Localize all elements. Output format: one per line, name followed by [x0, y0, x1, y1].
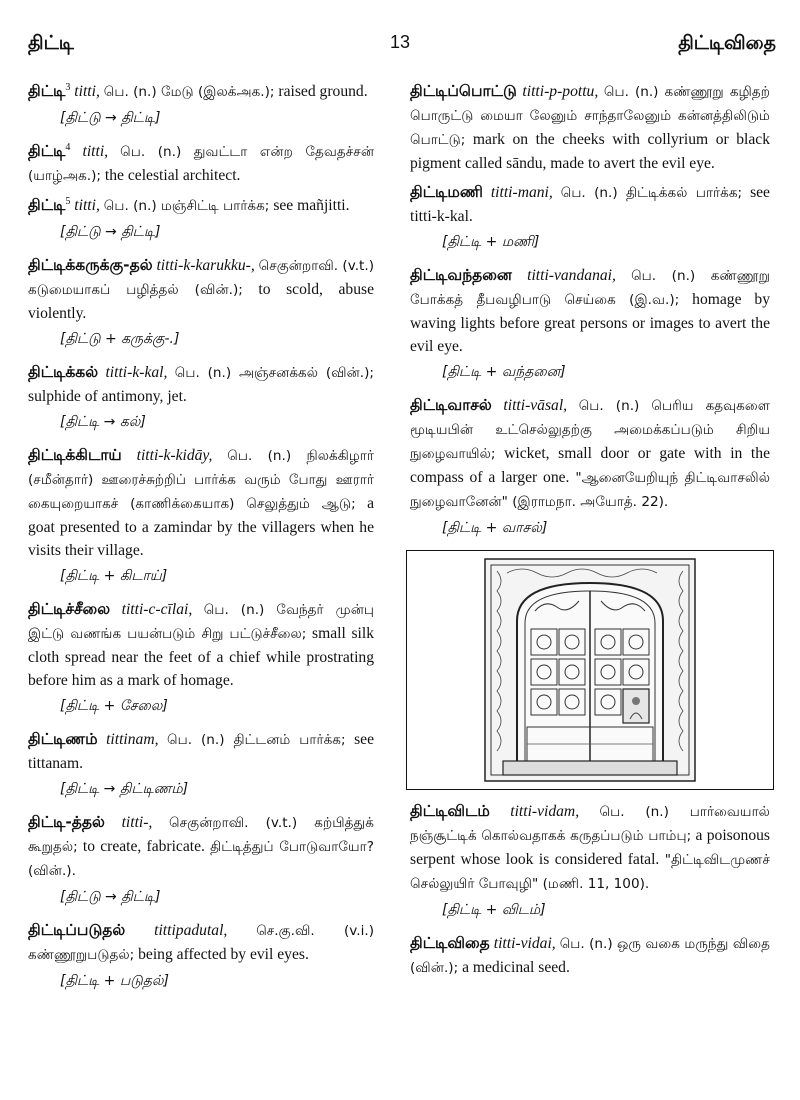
english-definition: small silk cloth spread near the feet of a chief while prostrating before him as a mark of homage.	[28, 625, 374, 689]
tamil-gloss: பெ. (n.) துவட்டா என்ற தேவதச்சன் (யாழ்அக.);	[28, 144, 374, 184]
transliteration: tittinam,	[106, 731, 159, 748]
citation: திட்டித்துப் போடுவாயோ? (வின்.).	[28, 839, 374, 879]
english-definition: sulphide of antimony, jet.	[28, 388, 187, 405]
headword: திட்டிணம்	[28, 730, 98, 748]
tamil-gloss: செகுன்றாவி. (v.t.) கடுமையாகப் பழித்தல் (வின்.);	[28, 258, 374, 298]
gate-drawing	[407, 551, 772, 788]
transliteration: titti-mani,	[490, 184, 553, 201]
tamil-gloss: பெ. (n.) மேடு (இலக்அக.);	[103, 84, 275, 100]
dictionary-entry	[28, 140, 374, 188]
etymology: [திட்டி + கிடாய்]	[60, 568, 168, 584]
english-definition: mark on the cheeks with collyrium or black pigment called sāndu, made to avert the evil eye.	[410, 131, 770, 172]
tamil-gloss: செகுன்றாவி. (v.t.) கற்பித்துக் கூறுதல்;	[28, 815, 374, 855]
citation: "ஆனையேறியுந் திட்டிவாசலில் நுழைவானேன்" (இராமநா. அயோத். 22).	[410, 470, 770, 510]
dictionary-entry	[410, 80, 770, 175]
tamil-gloss: பெ. (n.) கண்ணூறு கழிதற் பொருட்டு மையா லேனும் சாந்தாலேனும் கன்னத்திலிடும் பொட்டு;	[410, 84, 770, 148]
dictionary-entry	[28, 444, 374, 562]
homonym-number: 4	[65, 141, 71, 153]
etymology: [திட்டி + வாசல்]	[442, 520, 548, 536]
transliteration: titti-c-cīlai,	[121, 601, 193, 618]
citation: "திட்டிவிடமுணச் செல்லுயிர் போவுழி" (மணி. 11, 100).	[410, 852, 770, 892]
page-number: 13	[389, 32, 411, 52]
transliteration: titti,	[74, 197, 100, 214]
etymology: [திட்டி + படுதல்]	[60, 973, 169, 989]
etymology: [திட்டு + கருக்கு-.]	[60, 331, 180, 347]
headword: திட்டிமணி	[410, 183, 483, 201]
dictionary-entry	[28, 254, 374, 325]
headword: திட்டிவிடம்	[410, 802, 490, 820]
headword: திட்டிக்கருக்கு-தல்	[28, 256, 153, 274]
transliteration: tittipadutal,	[154, 922, 228, 939]
english-definition: raised ground.	[278, 83, 368, 100]
tamil-gloss: பெ. (n.) அஞ்சனக்கல் (வின்.);	[174, 365, 374, 381]
dictionary-entry	[28, 598, 374, 692]
transliteration: titti-vāsal,	[503, 397, 568, 414]
etymology: [திட்டி + வந்தனை]	[442, 364, 566, 380]
dictionary-entry	[410, 264, 770, 358]
headword: திட்டிவந்தனை	[410, 266, 512, 284]
english-definition: a medicinal seed.	[462, 959, 570, 976]
english-definition: a goat presented to a zamindar by the villagers when he visits their village.	[28, 495, 374, 559]
etymology: [திட்டு → திட்டி]	[60, 889, 161, 905]
transliteration: titti-k-karukku-,	[156, 257, 255, 274]
dictionary-entry	[410, 181, 770, 228]
tamil-gloss: செ.கு.வி. (v.i.) கண்ணூறுபடுதல்;	[28, 923, 375, 963]
etymology: [திட்டி + சேலை]	[60, 698, 168, 714]
transliteration: titti-,	[121, 814, 153, 831]
transliteration: titti,	[82, 143, 109, 160]
tamil-gloss: பெ. (n.) பெரிய கதவுகளை மூடியபின் உட்செல்லுதற்கு அமைக்கப்படும் சிறிய நுழைவாயில்;	[410, 398, 770, 462]
tamil-gloss: பெ. (n.) கண்ணூறு போக்கத் தீபவழிபாடு செய்கை (இ.வ.);	[410, 268, 770, 308]
tamil-gloss: பெ. (n.) திட்டிக்கல் பார்க்க;	[560, 185, 743, 201]
headword: திட்டிச்சீலை	[28, 600, 111, 618]
transliteration: titti-vidam,	[510, 803, 580, 820]
transliteration: titti-k-kal,	[105, 364, 168, 381]
english-definition: homage by waving lights before great persons or images to avert the evil eye.	[410, 291, 771, 355]
english-definition: to scold, abuse violently.	[28, 281, 374, 322]
etymology: [திட்டு → திட்டி]	[60, 110, 161, 126]
transliteration: titti,	[74, 83, 100, 100]
etymology: [திட்டி + விடம்]	[442, 902, 546, 918]
dictionary-entry	[28, 728, 374, 775]
transliteration: titti-k-kidāy,	[136, 447, 213, 464]
headword: திட்டிவாசல்	[410, 396, 492, 414]
dictionary-entry	[28, 194, 374, 218]
left-column	[28, 80, 374, 1003]
english-definition: see tittanam.	[28, 731, 375, 772]
running-head-left: திட்டி	[28, 32, 74, 54]
dictionary-entry	[410, 800, 770, 896]
tamil-gloss: பெ. (n.) பார்வையால் நஞ்சூட்டிக் கொல்வதாகக் கருதப்படும் பாம்பு;	[410, 804, 770, 844]
tamil-gloss: பெ. (n.) மஞ்சிட்டி பார்க்க;	[103, 198, 270, 214]
english-definition: a poisonous serpent whose look is considered fatal.	[410, 827, 770, 868]
dictionary-entry	[28, 919, 374, 967]
dictionary-entry	[410, 932, 770, 980]
english-definition: being affected by evil eyes.	[138, 946, 309, 963]
english-definition: see mañjitti.	[273, 197, 350, 214]
headword: திட்டிக்கல்	[28, 363, 99, 381]
dictionary-entry	[28, 811, 374, 883]
right-column	[410, 80, 770, 986]
etymology: [திட்டி + மணி]	[442, 234, 540, 250]
headword: திட்டிப்படுதல்	[28, 921, 126, 939]
running-head-right: திட்டிவிதை	[678, 32, 776, 54]
etymology: [திட்டு → திட்டி]	[60, 224, 161, 240]
transliteration: titti-vidai,	[493, 935, 556, 952]
headword: திட்டி-த்தல்	[28, 813, 105, 831]
dictionary-entry	[410, 394, 770, 514]
headword: திட்டிக்கிடாய்	[28, 446, 122, 464]
headword: திட்டிவிதை	[410, 934, 490, 952]
tamil-gloss: பெ. (n.) வேந்தர் முன்பு இட்டு வணங்க பயன்படும் சிறு பட்டுச்சீலை;	[28, 602, 375, 642]
dictionary-entry	[28, 361, 374, 408]
tamil-gloss: பெ. (n.) நிலக்கிழார் (சமீன்தார்) ஊரைச்சுற்றிப் பார்க்க வரும் போது ஊரார் கையுறையாகச் (காணிக்கையாக) செலுத்தும் ஆடு;	[28, 448, 374, 512]
english-definition: wicket, small door or gate with in the compass of a larger one.	[410, 445, 770, 486]
etymology: [திட்டி → கல்]	[60, 414, 146, 430]
tamil-gloss: பெ. (n.) ஒரு வகை மருந்து விதை (வின்.);	[410, 936, 771, 976]
headword: திட்டிப்பொட்டு	[410, 82, 517, 100]
wicket-gate-illustration	[406, 550, 774, 790]
dictionary-entry	[28, 80, 374, 104]
homonym-number: 5	[65, 195, 71, 207]
tamil-gloss: பெ. (n.) திட்டனம் பார்க்க;	[167, 732, 346, 748]
homonym-number: 3	[65, 81, 71, 93]
etymology: [திட்டி → திட்டிணம்]	[60, 781, 189, 797]
english-definition: see titti-k-kal.	[410, 184, 770, 225]
headword: திட்டி	[28, 82, 66, 100]
headword: திட்டி	[28, 196, 66, 214]
transliteration: titti-p-pottu,	[522, 83, 599, 100]
headword: திட்டி	[28, 142, 66, 160]
english-definition: to create, fabricate.	[82, 838, 205, 855]
transliteration: titti-vandanai,	[527, 267, 616, 284]
english-definition: the celestial architect.	[104, 167, 241, 184]
